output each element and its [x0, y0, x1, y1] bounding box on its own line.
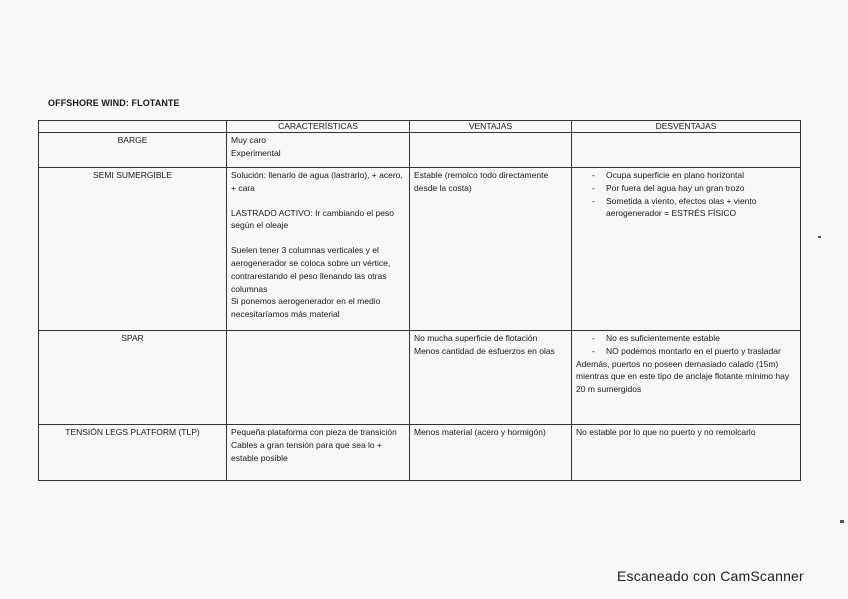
text-paragraph: Solución: llenarlo de agua (lastrarlo), + acero, + cara: [231, 170, 403, 193]
cell-caracteristicas: [227, 425, 410, 481]
camscanner-watermark: Escaneado con CamScanner: [617, 568, 804, 584]
document-title: OFFSHORE WIND: FLOTANTE: [48, 98, 180, 108]
header-row: [39, 121, 801, 133]
text-paragraph: Pequeña plataforma con pieza de transición: [231, 427, 397, 437]
row-label-text: SEMI SUMERGIBLE: [93, 170, 172, 180]
text-line: Muy caro: [231, 135, 266, 145]
comparison-table: [38, 120, 801, 481]
row-label-text: TENSIÓN LEGS PLATFORM (TLP): [65, 427, 200, 437]
list-item: - Ocupa superficie en plano horizontal: [576, 169, 796, 182]
text-paragraph: Estable (remolco todo directamente desde la costa): [414, 170, 549, 193]
row-label-text: SPAR: [121, 333, 144, 343]
desventajas-list: [576, 332, 796, 358]
header-caracteristicas: CARACTERÍSTICAS: [227, 121, 410, 133]
table-row-barge: [39, 133, 801, 168]
text-paragraph: LASTRADO ACTIVO: Ir cambiando el peso según el oleaje: [231, 207, 394, 231]
text-paragraph: No estable por lo que no puerto y no remolcarlo: [576, 427, 756, 437]
cell-ventajas: [410, 133, 572, 168]
row-label-barge: [39, 133, 227, 168]
cell-caracteristicas: [227, 331, 410, 425]
text-paragraph: Cables a gran tensión para que sea lo + estable posible: [231, 439, 382, 463]
cell-ventajas: [410, 425, 572, 481]
text-paragraph: Si ponemos aerogenerador en el medio necesitaríamos más material: [231, 296, 381, 320]
text-paragraph: Menos material (acero y hormigón): [414, 427, 546, 437]
cell-caracteristicas: [227, 168, 410, 331]
header-ventajas: VENTAJAS: [410, 121, 572, 133]
text-line: No mucha superficie de flotación: [414, 333, 538, 343]
text-line: Menos cantidad de esfuerzos en olas: [414, 345, 555, 356]
row-label-tlp: [39, 425, 227, 481]
scan-speck: [818, 236, 821, 238]
list-item: - No es suficientemente estable: [576, 332, 796, 345]
row-label-text: BARGE: [117, 135, 148, 145]
text-paragraph: Además, puertos no poseen demasiado calado (15m) mientras que en este tipo de anclaje flotante mínimo hay 20 m sumergidos: [576, 358, 790, 395]
table-row-tlp: [39, 425, 801, 481]
header-desventajas: DESVENTAJAS: [572, 121, 801, 133]
cell-ventajas: [410, 168, 572, 331]
text-line: Experimental: [231, 147, 281, 158]
row-label-spar: [39, 331, 227, 425]
cell-desventajas: [572, 425, 801, 481]
scan-speck: [840, 520, 844, 523]
list-item: - Por fuera del agua hay un gran trozo: [576, 182, 796, 195]
cell-ventajas: [410, 331, 572, 425]
cell-desventajas: [572, 133, 801, 168]
cell-caracteristicas: [227, 133, 410, 168]
table-row-spar: [39, 331, 801, 425]
table-row-semi-sumergible: [39, 168, 801, 331]
cell-desventajas: [572, 331, 801, 425]
text-paragraph: Suelen tener 3 columnas verticales y el aerogenerador se coloca sobre un vértice, contrarestando el peso llenando las otras columnas: [231, 245, 391, 294]
row-label-semi-sumergible: [39, 168, 227, 331]
header-empty: [39, 121, 227, 133]
desventajas-list: [576, 169, 796, 220]
cell-desventajas: [572, 168, 801, 331]
list-item: - Sometida a viento, efectos olas + viento aerogenerador = ESTRÉS FÍSICO: [576, 195, 796, 221]
list-item: - NO podemos montarlo en el puerto y trasladar: [576, 345, 796, 358]
